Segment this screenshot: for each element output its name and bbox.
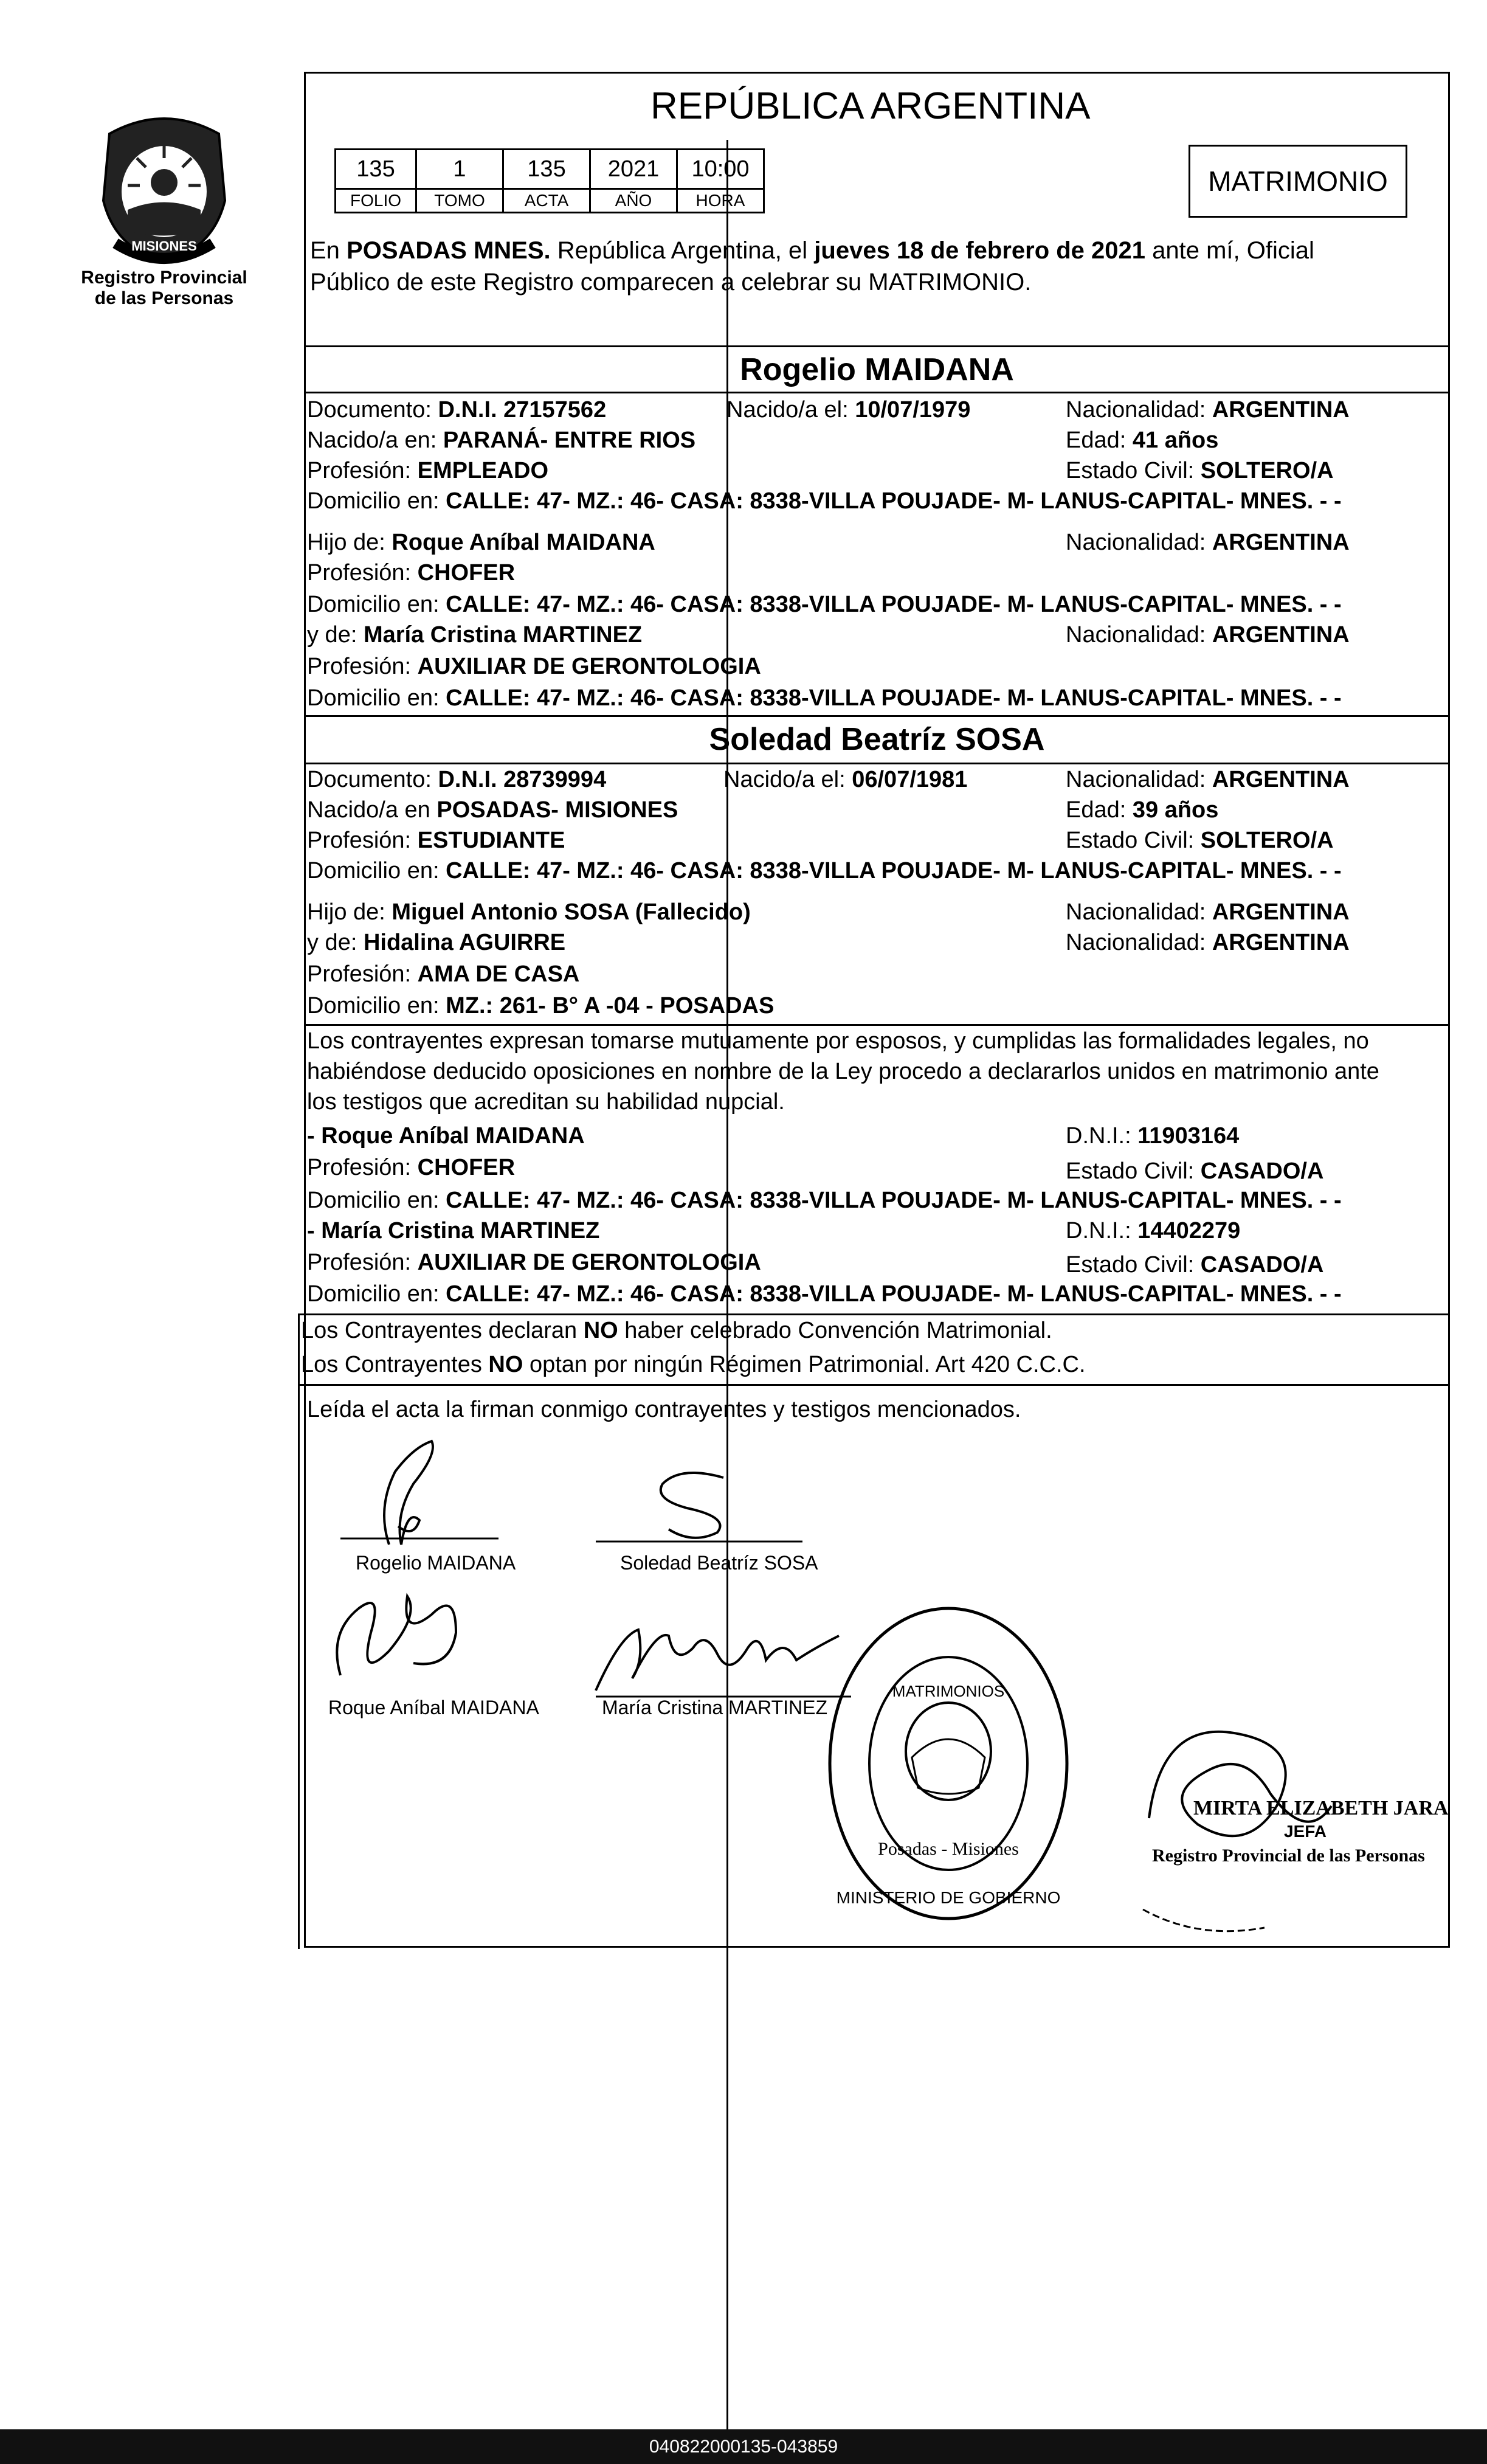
spouse1-addr-row <box>307 488 1342 514</box>
label: Edad: <box>1066 797 1133 823</box>
witness2-dni: 14402279 <box>1137 1218 1241 1244</box>
spouse1-mother-profession: AUXILIAR DE GERONTOLOGIA <box>417 654 761 679</box>
witness2-name: - María Cristina MARTINEZ <box>307 1218 600 1244</box>
label: Edad: <box>1066 427 1133 453</box>
label: Nacionalidad: <box>1066 767 1212 792</box>
intro-text-a: En <box>310 237 347 264</box>
divider <box>298 1313 1450 1315</box>
registry-name-line1: Registro Provincial <box>81 268 247 288</box>
spouse1-mother-nat-row <box>1066 621 1350 648</box>
spouse1-address: CALLE: 47- MZ.: 46- CASA: 8338-VILLA POUJADE- M- LANUS-CAPITAL- MNES. - - <box>446 488 1342 514</box>
spouse1-mother-prof-row <box>307 653 761 680</box>
spouse2-nat <box>1066 766 1350 793</box>
spouse2-prof-row <box>307 827 565 854</box>
spouse2-name: Soledad Beatríz SOSA <box>709 722 1045 757</box>
label: Profesión: <box>307 654 418 679</box>
divider <box>304 763 1450 764</box>
spouse2-birthplace-row <box>307 797 678 823</box>
label: D.N.I.: <box>1066 1123 1138 1149</box>
spouse2-mother-address: MZ.: 261- B° A -04 - POSADAS <box>446 993 775 1019</box>
spouse2-father: Miguel Antonio SOSA (Fallecido) <box>392 899 751 925</box>
spouse2-doc <box>307 766 606 793</box>
witness2-dni-row <box>1066 1217 1240 1244</box>
witness2-civil-status: CASADO/A <box>1200 1252 1324 1278</box>
label: Nacido/a el: <box>726 397 855 423</box>
label: Profesión: <box>307 1250 418 1275</box>
regime-text: Los Contrayentes <box>301 1352 489 1377</box>
footer-code: 040822000135-043859 <box>649 2437 838 2457</box>
hora-label: HORA <box>677 189 764 213</box>
label: Nacionalidad: <box>1066 930 1212 955</box>
spouse2-father-nat-row <box>1066 899 1350 926</box>
spouse2-father-nationality: ARGENTINA <box>1212 899 1350 925</box>
acta-label: ACTA <box>503 189 590 213</box>
spouse1-birthplace-row <box>307 427 695 454</box>
intro-line2: Público de este Registro comparecen a celebrar su MATRIMONIO. <box>310 269 1032 296</box>
divider <box>304 345 1450 347</box>
spouse1-mother-row <box>307 621 642 648</box>
ano-value: 2021 <box>590 150 677 189</box>
spouse1-name: Rogelio MAIDANA <box>740 352 1014 387</box>
label: Profesión: <box>307 1155 418 1180</box>
label: Domicilio en: <box>307 1281 446 1307</box>
spouse2-father-row <box>307 899 751 926</box>
witness1-dni-row <box>1066 1123 1239 1149</box>
svg-text:Posadas - Misiones: Posadas - Misiones <box>878 1839 1019 1859</box>
registry-name <box>67 268 261 309</box>
label: y de: <box>307 622 364 648</box>
acta-value: 135 <box>503 150 590 189</box>
svg-text:MATRIMONIOS: MATRIMONIOS <box>892 1682 1005 1700</box>
spouse2-mother-nationality: ARGENTINA <box>1212 930 1350 955</box>
svg-text:MINISTERIO DE GOBIERNO: MINISTERIO DE GOBIERNO <box>836 1888 1061 1907</box>
regime-line1 <box>301 1317 1052 1344</box>
witness1-civil-row <box>1066 1158 1323 1185</box>
divider <box>304 392 1450 393</box>
signature-caption-2: Soledad Beatríz SOSA <box>620 1552 818 1574</box>
label: Domicilio en: <box>307 858 446 884</box>
doc-type-box <box>1189 145 1407 218</box>
witness2-addr-row <box>307 1281 1342 1307</box>
regime-text: haber celebrado Convención Matrimonial. <box>618 1318 1052 1343</box>
label: Domicilio en: <box>307 685 446 711</box>
spouse2-born <box>723 766 967 793</box>
label: Nacido/a el: <box>723 767 852 792</box>
provincial-seal-icon <box>91 109 237 268</box>
label: Hijo de: <box>307 899 392 925</box>
label: Profesión: <box>307 560 418 586</box>
spouse1-civil-status: SOLTERO/A <box>1200 458 1334 483</box>
spouse1-born <box>726 396 970 423</box>
registry-name-line2: de las Personas <box>94 288 234 308</box>
witness2-profession: AUXILIAR DE GERONTOLOGIA <box>417 1250 761 1275</box>
spouse1-dni: D.N.I. 27157562 <box>438 397 607 423</box>
label: y de: <box>307 930 364 955</box>
label: Domicilio en: <box>307 993 446 1019</box>
declaration-line3: los testigos que acreditan su habilidad nupcial. <box>307 1089 785 1115</box>
regime-no: NO <box>488 1352 523 1377</box>
regime-no: NO <box>583 1318 618 1343</box>
spouse2-birthplace: POSADAS- MISIONES <box>436 797 678 823</box>
spouse1-profession: EMPLEADO <box>417 458 549 483</box>
witness2-address: CALLE: 47- MZ.: 46- CASA: 8338-VILLA POUJADE- M- LANUS-CAPITAL- MNES. - - <box>446 1281 1342 1307</box>
registry-logo <box>91 109 237 268</box>
spouse2-address: CALLE: 47- MZ.: 46- CASA: 8338-VILLA POUJADE- M- LANUS-CAPITAL- MNES. - - <box>446 858 1342 884</box>
label: Estado Civil: <box>1066 828 1201 853</box>
spouse1-civil-row <box>1066 457 1334 484</box>
label: Nacionalidad: <box>1066 899 1212 925</box>
footer-bar <box>0 2429 1487 2464</box>
label: Profesión: <box>307 828 418 853</box>
label: Documento: <box>307 767 438 792</box>
spouse1-father-address: CALLE: 47- MZ.: 46- CASA: 8338-VILLA POUJADE- M- LANUS-CAPITAL- MNES. - - <box>446 592 1342 617</box>
label: Hijo de: <box>307 530 392 555</box>
label: Documento: <box>307 397 438 423</box>
officer-office: Registro Provincial de las Personas <box>1152 1846 1425 1866</box>
regime-text: optan por ningún Régimen Patrimonial. Art 420 C.C.C. <box>523 1352 1086 1377</box>
folio-label: FOLIO <box>336 189 416 213</box>
ano-label: AÑO <box>590 189 677 213</box>
label: Profesión: <box>307 961 418 987</box>
signature-caption-1: Rogelio MAIDANA <box>356 1552 516 1574</box>
spouse2-mother-row <box>307 929 565 956</box>
label: Estado Civil: <box>1066 1158 1201 1184</box>
witness1-profession: CHOFER <box>417 1155 516 1180</box>
spouse2-age: 39 años <box>1132 797 1219 823</box>
spouse1-birthplace: PARANÁ- ENTRE RIOS <box>443 427 696 453</box>
officer-title: JEFA <box>1284 1822 1327 1841</box>
spouse2-nationality: ARGENTINA <box>1212 767 1350 792</box>
witness2-civil-row <box>1066 1251 1323 1278</box>
doc-type: MATRIMONIO <box>1208 165 1388 197</box>
witness1-civil-status: CASADO/A <box>1200 1158 1324 1184</box>
regime-text: Los Contrayentes declaran <box>301 1318 584 1343</box>
witness1-prof-row <box>307 1154 515 1181</box>
spouse2-dni: D.N.I. 28739994 <box>438 767 607 792</box>
spouse1-age: 41 años <box>1132 427 1219 453</box>
signature-rogelio <box>340 1435 499 1557</box>
spouse1-birthdate: 10/07/1979 <box>855 397 971 423</box>
label: Nacido/a en <box>307 797 437 823</box>
spouse1-father-row <box>307 529 655 556</box>
spouse1-prof-row <box>307 457 548 484</box>
label: Estado Civil: <box>1066 1252 1201 1278</box>
label: Estado Civil: <box>1066 458 1201 483</box>
spouse1-mother-address: CALLE: 47- MZ.: 46- CASA: 8338-VILLA POUJADE- M- LANUS-CAPITAL- MNES. - - <box>446 685 1342 711</box>
label: Nacido/a en: <box>307 427 443 453</box>
spouse2-civil-row <box>1066 827 1334 854</box>
spouse1-age-row <box>1066 427 1218 454</box>
spouse1-nationality: ARGENTINA <box>1212 397 1350 423</box>
spouse1-father-nat-row <box>1066 529 1350 556</box>
signature-caption-4: María Cristina MARTINEZ <box>602 1697 828 1718</box>
spouse2-addr-row <box>307 857 1342 884</box>
intro-line1 <box>310 237 1314 264</box>
divider <box>304 715 1450 717</box>
signature-caption-3: Roque Aníbal MAIDANA <box>328 1697 539 1718</box>
hora-value: 10:00 <box>677 150 764 189</box>
witness1-name: - Roque Aníbal MAIDANA <box>307 1123 585 1149</box>
intro-text-c: ante mí, Oficial <box>1145 237 1314 264</box>
spouse2-mother: Hidalina AGUIRRE <box>363 930 566 955</box>
spouse2-civil-status: SOLTERO/A <box>1200 828 1334 853</box>
officer-name: MIRTA ELIZABETH JARA <box>1193 1797 1449 1819</box>
spouse2-mother-prof-row <box>307 961 579 988</box>
divider <box>304 1024 1450 1026</box>
spouse2-profession: ESTUDIANTE <box>417 828 565 853</box>
intro-text-b: República Argentina, el <box>550 237 815 264</box>
tomo-label: TOMO <box>416 189 503 213</box>
spouse2-mother-nat-row <box>1066 929 1350 956</box>
intro-place: POSADAS MNES. <box>347 237 551 264</box>
spouse1-father-addr-row <box>307 591 1342 618</box>
tomo-value: 1 <box>416 150 503 189</box>
spouse1-mother-nationality: ARGENTINA <box>1212 622 1350 648</box>
witness2-prof-row <box>307 1249 761 1276</box>
spouse2-mother-addr-row <box>307 992 774 1019</box>
spouse2-birthdate: 06/07/1981 <box>852 767 968 792</box>
label: Domicilio en: <box>307 488 446 514</box>
spouse1-father: Roque Aníbal MAIDANA <box>392 530 655 555</box>
declaration-line1: Los contrayentes expresan tomarse mutuamente por esposos, y cumplidas las formalidades legales, no <box>307 1028 1369 1054</box>
label: D.N.I.: <box>1066 1218 1138 1244</box>
record-index-table <box>334 148 765 213</box>
spouse1-father-prof-row <box>307 559 515 586</box>
spouse2-mother-profession: AMA DE CASA <box>417 961 580 987</box>
witness1-addr-row <box>307 1187 1342 1214</box>
folio-value: 135 <box>336 150 416 189</box>
spouse1-father-nationality: ARGENTINA <box>1212 530 1350 555</box>
spouse1-mother-addr-row <box>307 685 1342 711</box>
spouse2-age-row <box>1066 797 1218 823</box>
intro-date: jueves 18 de febrero de 2021 <box>814 237 1146 264</box>
label: Domicilio en: <box>307 592 446 617</box>
officer-signature <box>1125 1697 1380 1952</box>
svg-text:MISIONES: MISIONES <box>131 238 197 254</box>
declaration-line2: habiéndose deducido oposiciones en nombre de la Ley procedo a declararlos unidos en matrimonio ante <box>307 1059 1379 1084</box>
witness1-address: CALLE: 47- MZ.: 46- CASA: 8338-VILLA POUJADE- M- LANUS-CAPITAL- MNES. - - <box>446 1188 1342 1213</box>
label: Nacionalidad: <box>1066 530 1212 555</box>
country-title: REPÚBLICA ARGENTINA <box>650 85 1091 127</box>
spouse1-nat <box>1066 396 1350 423</box>
spouse1-mother: María Cristina MARTINEZ <box>363 622 643 648</box>
label: Nacionalidad: <box>1066 397 1212 423</box>
spouse1-doc <box>307 396 606 423</box>
official-stamp-icon <box>821 1599 1076 1928</box>
label: Profesión: <box>307 458 418 483</box>
regime-line2 <box>301 1351 1086 1378</box>
label: Nacionalidad: <box>1066 622 1212 648</box>
spouse1-father-profession: CHOFER <box>417 560 516 586</box>
signature-soledad <box>596 1466 802 1551</box>
divider <box>298 1384 1450 1386</box>
frame-left-edge <box>298 1313 300 1949</box>
label: Domicilio en: <box>307 1188 446 1213</box>
signature-roque <box>316 1578 511 1700</box>
closing-statement: Leída el acta la firman conmigo contrayentes y testigos mencionados. <box>307 1397 1021 1422</box>
witness1-dni: 11903164 <box>1137 1123 1240 1149</box>
